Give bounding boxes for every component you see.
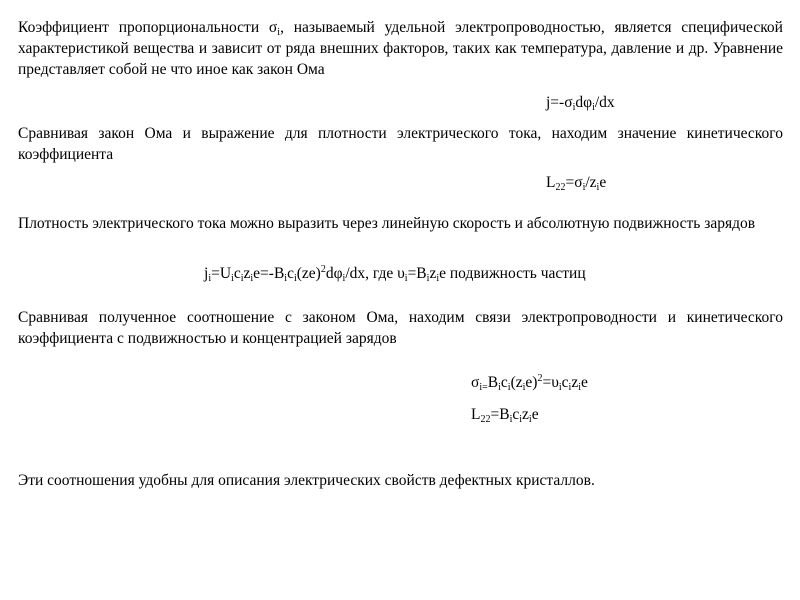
paragraph-conductivity-intro-text: Коэффициент пропорциональности $\sigma_i$, называемый удельной электропроводностью, является специфической характеристикой вещества и зависит от ряда внешних факторов, таких как температура, давление и др. Уравнение представляет собой не что иное как закон Ома <box>18 19 783 78</box>
equation-current-density: $j_i=U_ic_iz_ie=-B_ic_i(ze)^2d\varphi_i/dx$, где $\upsilon_i=B_iz_ie$ подвижность частиц <box>204 264 586 284</box>
paragraph-kinetic-coefficient-text: Сравнивая закон Ома и выражение для плотности электрического тока, находим значение кинетического коэффициента <box>18 125 783 163</box>
equation-sigma: $\sigma_{i=}B_ic_i(z_ie)^2=\upsilon_ic_iz_ie$ <box>471 373 588 393</box>
paragraph-conclusion-text: Эти соотношения удобны для описания электрических свойств дефектных кристаллов. <box>18 472 595 489</box>
paragraph-conclusion <box>18 470 783 491</box>
paragraph-current-density <box>18 213 783 234</box>
paragraph-conductivity-intro <box>18 17 783 80</box>
equation-l22-mobility: $L_{22}=B_ic_iz_ie$ <box>471 406 539 425</box>
paragraph-conductivity-relations-text: Сравнивая полученное соотношение с законом Ома, находим связи электропроводности и кинетического коэффициента с подвижностью и концентрацией зарядов <box>18 309 783 347</box>
paragraph-current-density-text: Плотность электрического тока можно выразить через линейную скорость и абсолютную подвижность зарядов <box>18 215 756 232</box>
equation-l22: $L_{22}=\sigma_i/z_ie$ <box>546 174 607 193</box>
paragraph-kinetic-coefficient <box>18 123 783 165</box>
equation-ohm-law: $j=-\sigma_id\varphi_i/dx$ <box>546 94 615 113</box>
paragraph-conductivity-relations <box>18 307 783 349</box>
